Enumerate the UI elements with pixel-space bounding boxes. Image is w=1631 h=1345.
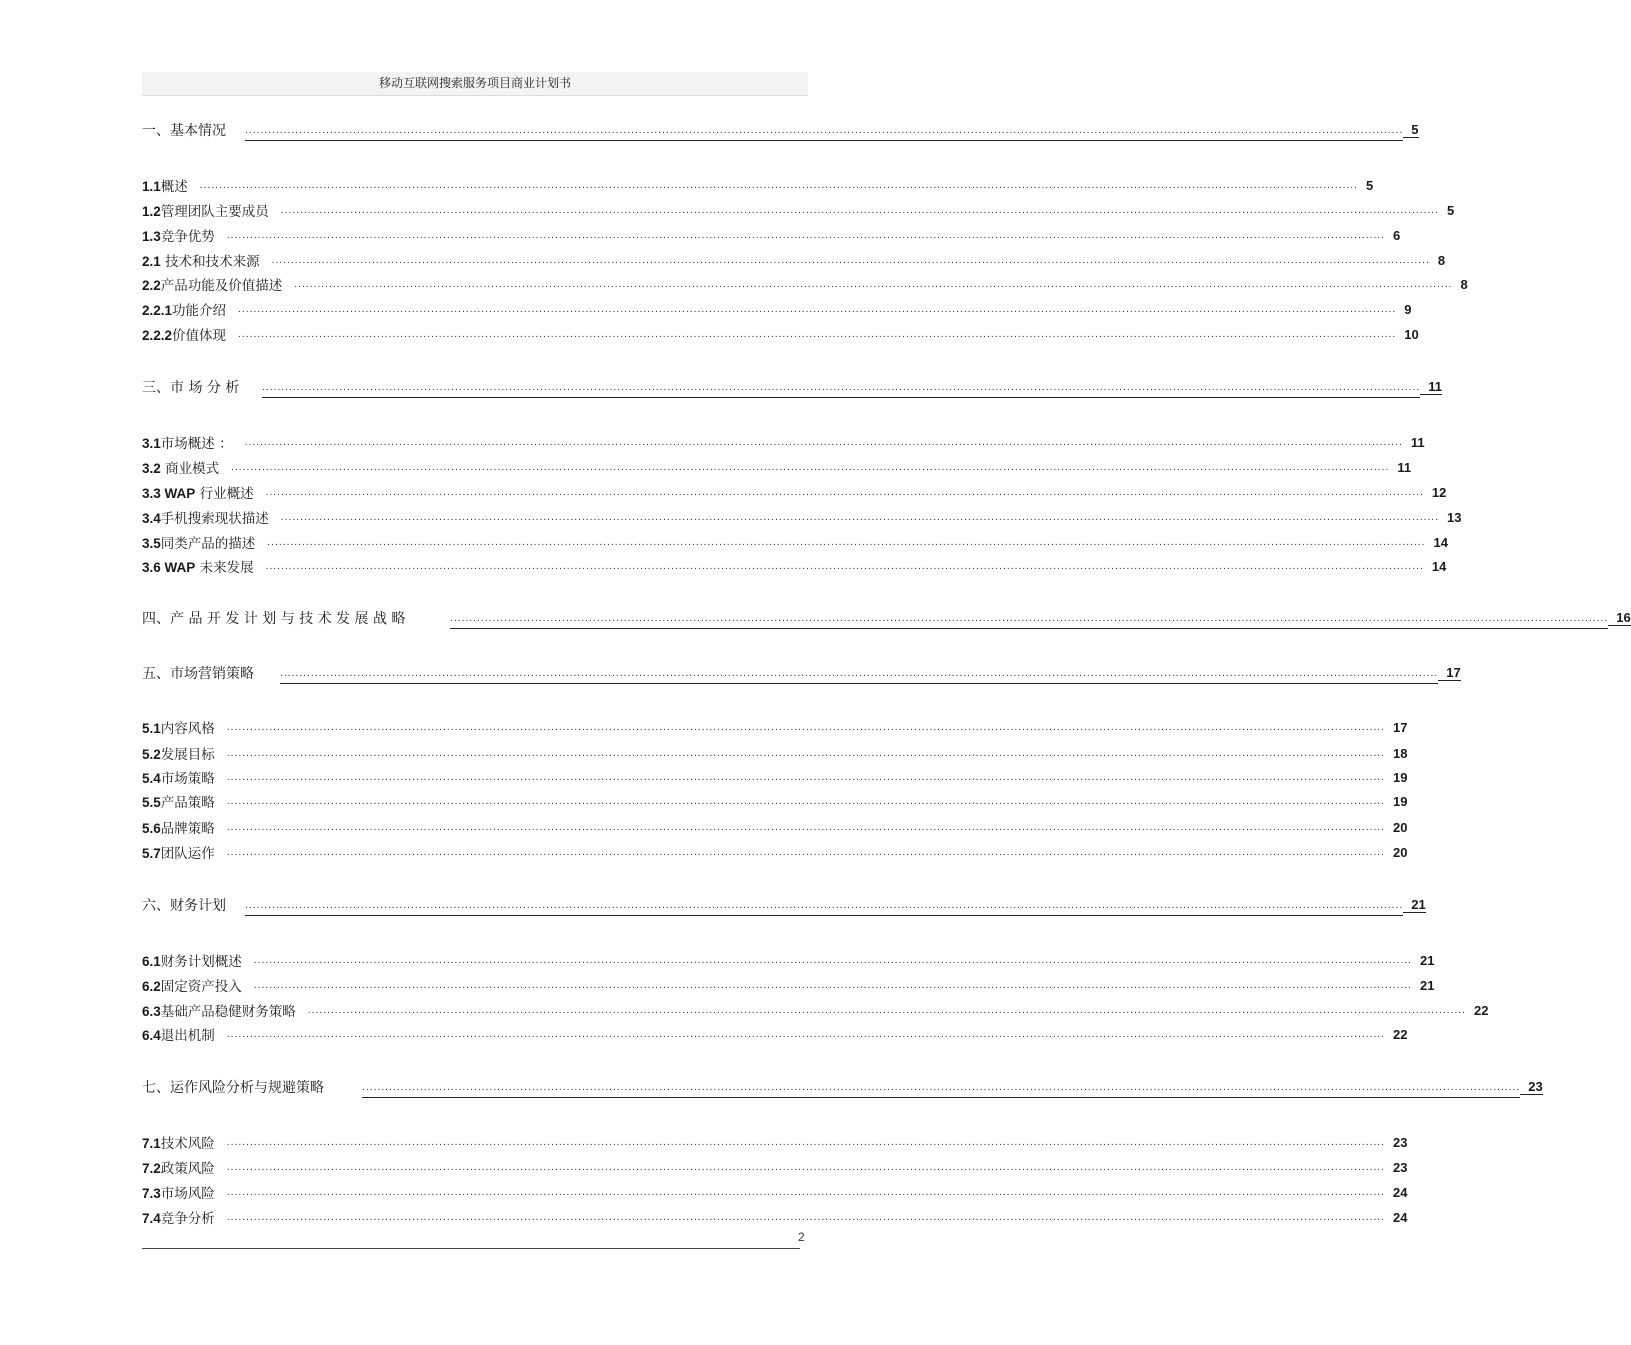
toc-entry-title: 市场策略 [160,771,215,787]
footer-rule [142,1248,800,1249]
toc-page-number: 6 [1393,227,1401,243]
dot-leader: ............................................................................................................................................................................................................................................................................................................ [226,749,1386,759]
toc-page-number: 23 [1520,1079,1542,1095]
toc-page-number: 5 [1447,202,1455,218]
dot-leader: ............................................................................................................................................................................................................................................................................................................ [362,1077,1520,1098]
dot-leader: ............................................................................................................................................................................................................................................................................................................ [226,723,1386,733]
toc-entry-number: 7.1 [142,1136,161,1151]
toc-entry-title: 市场概述 ： [160,436,233,452]
toc-section-entry[interactable] [142,817,1408,837]
toc-entry-label [142,225,227,245]
toc-entry-label [142,457,231,477]
toc-page-number: 12 [1431,484,1447,500]
dot-leader: ............................................................................................................................................................................................................................................................................................................ [226,231,1386,241]
toc-page-number: 14 [1431,558,1447,574]
toc-chapter-entry[interactable] [142,608,1631,628]
toc-entry-title: 一、基本情况 [142,123,226,139]
toc-page-number: 20 [1393,844,1408,860]
toc-page-number: 8 [1437,252,1446,268]
toc-entry-number: 3.4 [142,511,161,526]
toc-page-number: 14 [1433,534,1449,550]
toc-entry-label [142,175,200,195]
toc-entry-number: 1.2 [142,204,161,219]
dot-leader: ............................................................................................................................................................................................................................................................................................................ [280,663,1438,684]
toc-entry-title: 固定资产投入 [160,979,242,995]
toc-entry-label [142,743,227,763]
dot-leader: ............................................................................................................................................................................................................................................................................................................ [226,1163,1386,1173]
dot-leader: ............................................................................................................................................................................................................................................................................................................ [265,488,1424,498]
toc-chapter-entry[interactable] [142,895,1426,915]
toc-entry-label [142,482,266,502]
dot-leader: ............................................................................................................................................................................................................................................................................................................ [271,256,1430,266]
toc-entry-label [142,507,281,527]
toc-section-entry[interactable] [142,1182,1408,1202]
toc-page-number: 24 [1393,1184,1408,1200]
toc-entry-label [142,532,267,552]
dot-leader: ............................................................................................................................................................................................................................................................................................................ [226,773,1386,783]
dot-leader: ............................................................................................................................................................................................................................................................................................................ [450,608,1608,629]
toc-entry-number: 5.5 [142,795,161,810]
toc-section-entry[interactable] [142,1207,1408,1227]
dot-leader: ............................................................................................................................................................................................................................................................................................................ [238,330,1397,340]
toc-section-entry[interactable] [142,975,1435,995]
toc-entry-number: 1.1 [142,179,161,194]
dot-leader: ............................................................................................................................................................................................................................................................................................................ [245,120,1403,141]
toc-entry-title: 四、产 品 开 发 计 划 与 技 术 发 展 战 略 [142,611,406,627]
toc-entry-title: 基础产品稳健财务策略 [160,1004,296,1020]
toc-entry-label [142,950,254,970]
toc-page-number: 11 [1397,459,1412,475]
toc-entry-title: 七、运作风险分析与规避策略 [142,1080,324,1096]
toc-entry-title: 手机搜索现状描述 [160,511,269,527]
toc-page-number: 13 [1447,509,1462,525]
dot-leader: ............................................................................................................................................................................................................................................................................................................ [280,513,1440,523]
toc-page-number: 5 [1403,122,1418,138]
toc-section-entry[interactable] [142,1157,1408,1177]
toc-chapter-entry[interactable] [142,663,1461,683]
toc-entry-title: 产品功能及价值描述 [160,278,283,294]
toc-section-entry[interactable] [142,507,1462,527]
toc-entry-number: 6.2 [142,979,161,994]
toc-page-number: 18 [1393,745,1408,761]
toc-entry-label [142,975,254,995]
toc-page-number: 24 [1393,1209,1408,1225]
toc-entry-number: 5.4 [142,771,161,786]
toc-entry-title: 同类产品的描述 [160,536,256,552]
toc-entry-label [142,120,245,140]
toc-page-number: 21 [1403,897,1425,913]
toc-entry-label [142,1207,227,1227]
toc-entry-label [142,432,245,452]
toc-entry-number: 5.6 [142,821,161,836]
toc-entry-title: 竞争分析 [160,1211,215,1227]
dot-leader: ............................................................................................................................................................................................................................................................................................................ [280,206,1440,216]
toc-page-number: 16 [1608,610,1630,626]
toc-section-entry[interactable] [142,225,1401,245]
toc-entry-label [142,767,227,787]
toc-section-entry[interactable] [142,482,1447,502]
toc-section-entry[interactable] [142,950,1435,970]
dot-leader: ............................................................................................................................................................................................................................................................................................................ [226,797,1386,807]
toc-entry-title: 三、市 场 分 析 [142,380,240,396]
toc-entry-title: 五、市场营销策略 [142,666,254,682]
toc-section-entry[interactable] [142,432,1425,452]
dot-leader: ............................................................................................................................................................................................................................................................................................................ [226,1213,1386,1223]
toc-section-entry[interactable] [142,175,1374,195]
toc-page-number: 22 [1393,1026,1408,1042]
dot-leader: ............................................................................................................................................................................................................................................................................................................ [245,895,1403,916]
toc-page-number: 11 [1420,379,1442,395]
page-number: 2 [798,1230,805,1244]
toc-entry-title: 行业概述 [195,486,254,502]
dot-leader: ............................................................................................................................................................................................................................................................................................................ [253,981,1413,991]
toc-entry-title: 团队运作 [160,846,215,862]
toc-entry-label [142,299,238,319]
toc-section-entry[interactable] [142,556,1447,576]
toc-entry-number: 5.7 [142,846,161,861]
toc-entry-number: 3.2 [142,461,161,476]
toc-entry-title: 未来发展 [195,560,254,576]
dot-leader: ............................................................................................................................................................................................................................................................................................................ [226,1188,1386,1198]
toc-page-number: 9 [1404,301,1412,317]
toc-entry-title: 市场风险 [160,1186,215,1202]
toc-entry-label [142,556,266,576]
toc-entry-label [142,663,280,683]
toc-section-entry[interactable] [142,842,1408,862]
toc-entry-label [142,1024,227,1044]
toc-entry-title: 内容风格 [160,721,215,737]
toc-entry-label [142,608,450,628]
toc-section-entry[interactable] [142,1024,1408,1044]
toc-entry-label [142,717,227,737]
dot-leader: ............................................................................................................................................................................................................................................................................................................ [253,956,1413,966]
toc-entry-title: 政策风险 [160,1161,215,1177]
toc-page-number: 21 [1420,977,1435,993]
toc-entry-number: 2.1 [142,254,161,269]
toc-entry-title: 功能介绍 [172,303,227,319]
toc-entry-label [142,1132,227,1152]
dot-leader: ............................................................................................................................................................................................................................................................................................................ [265,562,1424,572]
toc-entry-number: 3.6 WAP [142,560,196,575]
dot-leader: ............................................................................................................................................................................................................................................................................................................ [238,305,1397,315]
toc-page-number: 20 [1393,819,1408,835]
dot-leader: ............................................................................................................................................................................................................................................................................................................ [307,1006,1467,1016]
toc-entry-label [142,377,262,397]
dot-leader: ............................................................................................................................................................................................................................................................................................................ [294,280,1453,290]
toc-section-entry[interactable] [142,200,1455,220]
toc-entry-number: 2.2 [142,278,161,293]
toc-section-entry[interactable] [142,1000,1489,1020]
toc-page-number: 23 [1393,1134,1408,1150]
toc-entry-number: 5.1 [142,721,161,736]
toc-entry-number: 2.2.1 [142,303,173,318]
toc-section-entry[interactable] [142,743,1408,763]
toc-entry-number: 3.1 [142,436,161,451]
toc-entry-title: 技术和技术来源 [160,254,260,270]
toc-page-number: 21 [1420,952,1435,968]
toc-entry-label [142,817,227,837]
toc-page-number: 11 [1410,434,1425,450]
toc-page-number: 23 [1393,1159,1408,1175]
toc-entry-label [142,791,227,811]
dot-leader: ............................................................................................................................................................................................................................................................................................................ [267,538,1426,548]
running-header: 移动互联网搜索服务项目商业计划书 [142,72,808,96]
toc-entry-title: 发展目标 [160,747,215,763]
toc-entry-title: 竞争优势 [160,229,215,245]
toc-page-number: 19 [1393,769,1408,785]
toc-page-number: 8 [1460,276,1468,292]
toc-entry-label [142,842,227,862]
toc-entry-number: 1.3 [142,229,161,244]
toc-page-number: 5 [1366,177,1374,193]
dot-leader: ............................................................................................................................................................................................................................................................................................................ [226,848,1386,858]
toc-chapter-entry[interactable] [142,377,1443,397]
dot-leader: ............................................................................................................................................................................................................................................................................................................ [231,463,1390,473]
toc-entry-number: 2.2.2 [142,328,173,343]
toc-entry-label [142,250,272,270]
toc-entry-title: 商业模式 [160,461,220,477]
dot-leader: ............................................................................................................................................................................................................................................................................................................ [199,181,1359,191]
toc-entry-number: 3.3 WAP [142,486,196,501]
toc-entry-title: 管理团队主要成员 [160,204,269,220]
toc-entry-title: 品牌策略 [160,821,215,837]
toc-page-number: 17 [1393,719,1408,735]
toc-entry-number: 6.1 [142,954,161,969]
dot-leader: ............................................................................................................................................................................................................................................................................................................ [226,1030,1386,1040]
toc-entry-title: 六、财务计划 [142,898,226,914]
toc-page-number: 19 [1393,793,1408,809]
toc-entry-number: 7.2 [142,1161,161,1176]
toc-section-entry[interactable] [142,767,1408,787]
toc-entry-title: 退出机制 [160,1028,215,1044]
toc-entry-label [142,895,245,915]
toc-chapter-entry[interactable] [142,120,1419,140]
toc-entry-number: 5.2 [142,747,161,762]
dot-leader: ............................................................................................................................................................................................................................................................................................................ [244,438,1403,448]
toc-page-number: 17 [1438,665,1460,681]
toc-entry-title: 财务计划概述 [160,954,242,970]
toc-section-entry[interactable] [142,457,1412,477]
toc-entry-label [142,324,238,344]
toc-section-entry[interactable] [142,324,1419,344]
toc-section-entry[interactable] [142,274,1468,294]
toc-section-entry[interactable] [142,791,1408,811]
toc-entry-title: 价值体现 [172,328,227,344]
toc-entry-label [142,200,281,220]
toc-entry-number: 3.5 [142,536,161,551]
toc-entry-label [142,1077,362,1097]
toc-entry-title: 概述 [160,179,188,195]
toc-page-number: 22 [1474,1002,1489,1018]
toc-entry-label [142,1000,308,1020]
toc-section-entry[interactable] [142,250,1446,270]
toc-entry-number: 7.4 [142,1211,161,1226]
toc-page-number: 10 [1404,326,1419,342]
toc-entry-label [142,1157,227,1177]
toc-section-entry[interactable] [142,1132,1408,1152]
toc-entry-number: 6.3 [142,1004,161,1019]
dot-leader: ............................................................................................................................................................................................................................................................................................................ [226,1138,1386,1148]
dot-leader: ............................................................................................................................................................................................................................................................................................................ [226,823,1386,833]
toc-section-entry[interactable] [142,717,1408,737]
toc-entry-title: 产品策略 [160,795,215,811]
toc-entry-title: 技术风险 [160,1136,215,1152]
toc-chapter-entry[interactable] [142,1077,1543,1097]
toc-entry-number: 7.3 [142,1186,161,1201]
toc-entry-number: 6.4 [142,1028,161,1043]
toc-entry-label [142,1182,227,1202]
dot-leader: ............................................................................................................................................................................................................................................................................................................ [262,377,1420,398]
toc-section-entry[interactable] [142,299,1412,319]
toc-entry-label [142,274,294,294]
toc-section-entry[interactable] [142,532,1449,552]
